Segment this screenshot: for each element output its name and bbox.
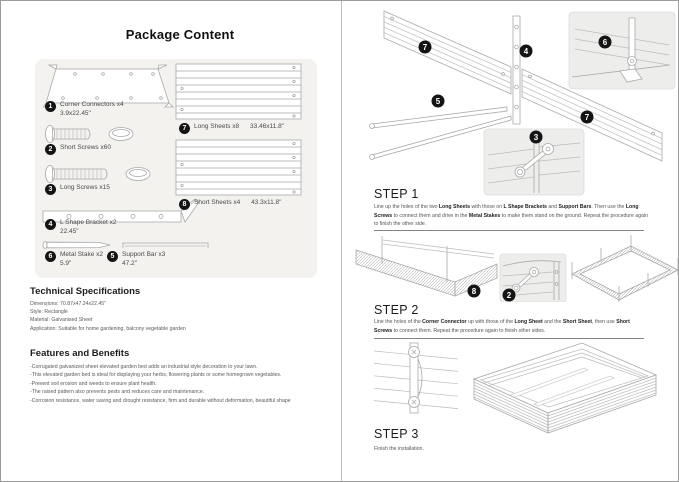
- item-label: Long Screws x15: [60, 184, 110, 191]
- item-number-badge: 7: [179, 123, 190, 134]
- badge-long-sheet-right: [581, 111, 594, 124]
- package-item-long-screws: [45, 184, 110, 195]
- svg-text:6: 6: [602, 38, 608, 47]
- step1-title: STEP 1: [374, 187, 419, 201]
- svg-text:7: 7: [584, 113, 590, 122]
- package-item-short-sheets: [179, 199, 281, 210]
- feature-line: -Corrosion resistance, water saving and drought resistance, firm and durable without deformation, beautiful shape: [30, 397, 291, 404]
- spec-line: Material: Galvanised Sheet: [30, 317, 93, 324]
- item-label: Long Sheets x8: [194, 123, 240, 130]
- step3-title: STEP 3: [374, 427, 419, 441]
- section-divider: [374, 338, 644, 339]
- package-item-long-sheets: [179, 123, 284, 134]
- spec-line: Style: Rectangle: [30, 309, 68, 316]
- spec-line: Application: Suitable for home gardening, balcony vegetable garden: [30, 325, 186, 332]
- step2-description: Line the holes of the Corner Connector up with those of the Long Sheet and the Short Sheet, then use Short Screws to connect them. Repeat the procedure again to finish other sides.: [374, 319, 630, 334]
- item-dimension: 33.46x11.8": [250, 123, 284, 130]
- package-item-corner-connectors: [45, 101, 124, 118]
- short-sheets-drawing: [175, 139, 302, 196]
- svg-text:7: 7: [422, 43, 428, 52]
- spec-line: Dimensions: 70.87x47.24x22.45": [30, 301, 106, 307]
- item-label: Metal Stake x2: [60, 251, 103, 258]
- item-dimension: 47.2": [122, 259, 137, 267]
- item-number-badge: 6: [45, 251, 56, 262]
- svg-text:5: 5: [435, 97, 441, 106]
- item-number-badge: 2: [45, 144, 56, 155]
- badge-short-sheet: [468, 285, 481, 298]
- step2-title: STEP 2: [374, 303, 419, 317]
- item-dimension: 3.9x22.45": [60, 109, 91, 117]
- badge-short-screw: [503, 289, 516, 302]
- badge-l-bracket: [520, 45, 533, 58]
- svg-text:8: 8: [471, 287, 477, 296]
- finished-bed-drawing: [474, 343, 656, 433]
- item-label: Corner Connectors x4: [60, 101, 124, 108]
- package-item-l-bracket: [45, 219, 117, 236]
- item-dimension: 43.3x11.8": [251, 199, 282, 206]
- step1-illustration: [348, 3, 679, 197]
- long-sheets-drawing: [175, 63, 302, 120]
- step3-illustration: [348, 341, 679, 437]
- item-dimension: 22.45": [60, 227, 79, 235]
- package-item-metal-stake: [45, 251, 103, 268]
- item-label: L Shape Bracket x2: [60, 219, 117, 226]
- features-title: Features and Benefits: [30, 348, 130, 359]
- step1-stake-inset: [569, 12, 675, 89]
- badge-metal-stake: [599, 36, 612, 49]
- badge-long-sheet-left: [419, 41, 432, 54]
- package-item-support-bar: [107, 251, 165, 268]
- item-number-badge: 4: [45, 219, 56, 230]
- item-number-badge: 3: [45, 184, 56, 195]
- feature-line: -Prevent soil erosion and weeds to ensure plant health.: [30, 380, 157, 387]
- feature-line: -Corrugated galvanized sheet elevated garden bed adds an industrial style decoration to your lawn.: [30, 364, 258, 370]
- tech-specs-title: Technical Specifications: [30, 286, 141, 297]
- item-number-badge: 8: [179, 199, 190, 210]
- package-content-panel: [35, 59, 317, 278]
- badge-support-bar: [432, 95, 445, 108]
- svg-text:3: 3: [533, 133, 539, 142]
- package-item-short-screws: [45, 144, 111, 155]
- vertical-divider: [341, 1, 342, 481]
- feature-line: -This elevated garden bed is ideal for displaying your herbs, flowering plants or some homegrown vegetables.: [30, 372, 282, 379]
- svg-text:4: 4: [523, 47, 529, 56]
- step2-illustration: [348, 234, 679, 302]
- metal-stake-drawing: [41, 239, 115, 251]
- features-lines: [30, 363, 291, 405]
- section-divider: [374, 230, 644, 231]
- tech-specs-lines: [30, 300, 186, 333]
- support-bar-drawing: [121, 239, 211, 251]
- item-label: Support Bar x3: [122, 251, 166, 258]
- item-dimension: 5.9": [60, 259, 72, 267]
- badge-long-screw: [530, 131, 543, 144]
- item-label: Short Sheets x4: [194, 199, 241, 206]
- item-number-badge: 1: [45, 101, 56, 112]
- step1-description: Line up the holes of the two Long Sheets with those on L Shape Brackets and Support Bars. Then use the Long Screws to connect them and drive in the Metal Stakes to make them stand on the ground. Repeat the procedure again to finish the other side.: [374, 204, 648, 228]
- step3-description: Finish the installation.: [374, 446, 424, 452]
- feature-line: -The raised pattern also prevents pests and reduces care and maintenance.: [30, 389, 205, 396]
- item-number-badge: 5: [107, 251, 118, 262]
- item-label: Short Screws x60: [60, 144, 111, 151]
- page-title: Package Content: [125, 27, 235, 42]
- svg-text:2: 2: [506, 291, 512, 300]
- step3-screw-detail: [374, 343, 458, 413]
